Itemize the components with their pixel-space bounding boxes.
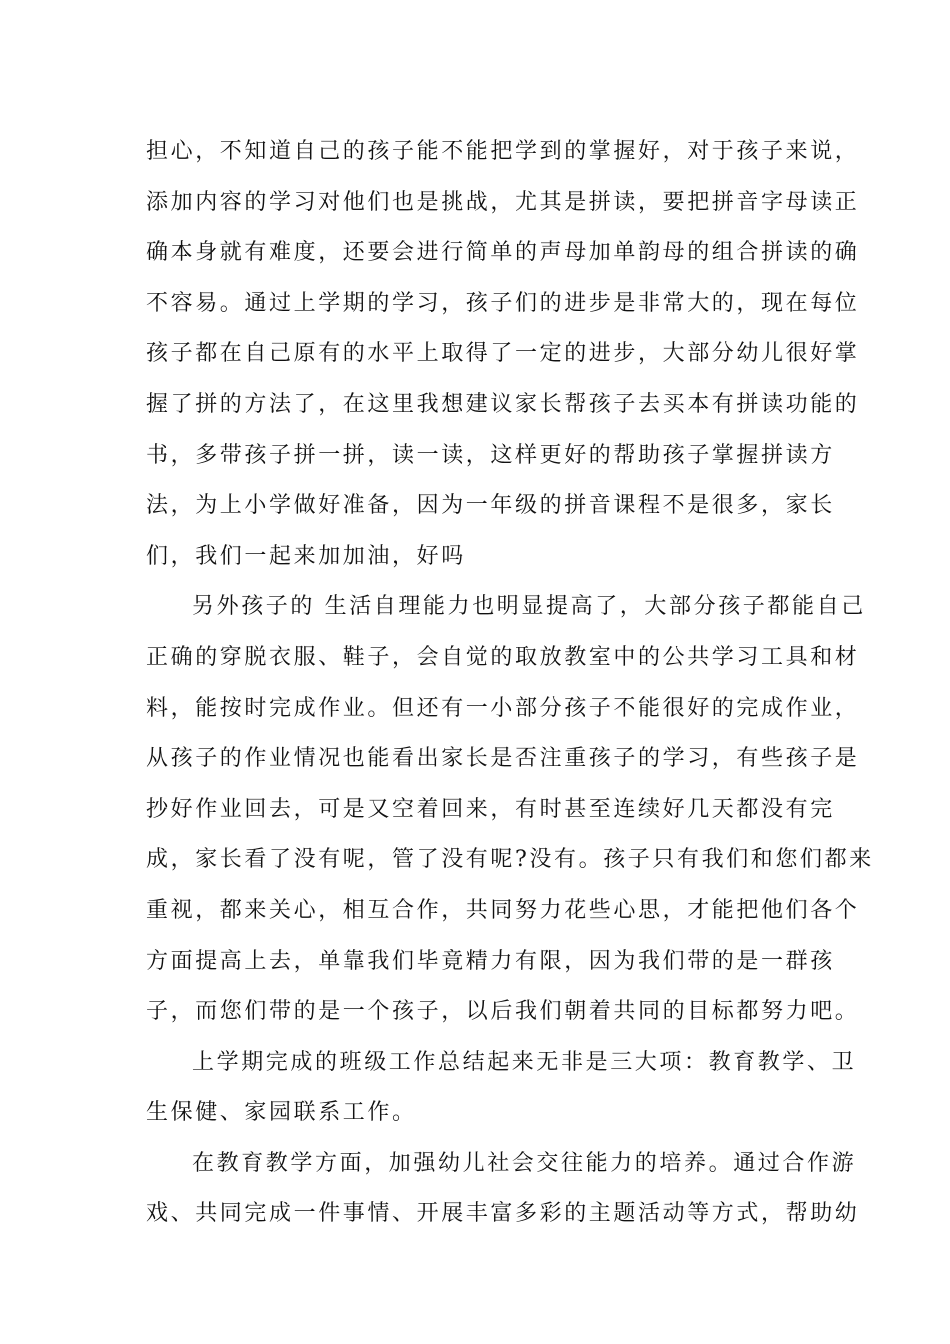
text-line: 重视，都来关心，相互合作，共同努力花些心思，才能把他们各个 (146, 897, 860, 923)
text-line: 料，能按时完成作业。但还有一小部分孩子不能很好的完成作业， (146, 695, 860, 721)
paragraph-self-care (146, 582, 874, 1037)
document-body (146, 127, 874, 1240)
text-line: 正确的穿脱衣服、鞋子，会自觉的取放教室中的公共学习工具和材 (146, 644, 860, 670)
text-line: 法，为上小学做好准备，因为一年级的拼音课程不是很多，家长 (146, 493, 835, 519)
text-line: 抄好作业回去，可是又空着回来，有时甚至连续好几天都没有完 (146, 796, 835, 822)
text-line: 们，我们一起来加加油，好吗 (146, 543, 466, 569)
text-line: 子，而您们带的是一个孩子，以后我们朝着共同的目标都努力吧。 (146, 999, 860, 1025)
text-line: 孩子都在自己原有的水平上取得了一定的进步，大部分幼儿很好掌 (146, 341, 860, 367)
paragraph-phonics-reading (146, 127, 860, 582)
text-line: 握了拼的方法了，在这里我想建议家长帮孩子去买本有拼读功能的 (146, 391, 860, 417)
text-line: 上学期完成的班级工作总结起来无非是三大项：教育教学、卫 (192, 1049, 857, 1075)
text-line: 另外孩子的 生活自理能力也明显提高了，大部分孩子都能自己 (192, 594, 866, 620)
text-line: 戏、共同完成一件事情、开展丰富多彩的主题活动等方式，帮助幼 (146, 1201, 860, 1227)
text-line: 生保健、家园联系工作。 (146, 1100, 417, 1126)
text-line: 在教育教学方面，加强幼儿社会交往能力的培养。通过合作游 (192, 1150, 857, 1176)
paragraph-class-work-summary (146, 1038, 857, 1139)
text-line: 确本身就有难度，还要会进行简单的声母加单韵母的组合拼读的确 (146, 240, 860, 266)
text-line: 方面提高上去，单靠我们毕竟精力有限，因为我们带的是一群孩 (146, 948, 835, 974)
paragraph-education-teaching (146, 1139, 860, 1240)
text-line: 添加内容的学习对他们也是挑战，尤其是拼读，要把拼音字母读正 (146, 189, 860, 215)
text-line: 不容易。通过上学期的学习，孩子们的进步是非常大的，现在每位 (146, 290, 860, 316)
text-line: 担心，不知道自己的孩子能不能把学到的掌握好，对于孩子来说， (146, 139, 860, 164)
text-line: 从孩子的作业情况也能看出家长是否注重孩子的学习，有些孩子是 (146, 746, 860, 772)
text-line: 成，家长看了没有呢，管了没有呢?没有。孩子只有我们和您们都来 (146, 847, 874, 873)
text-line: 书，多带孩子拼一拼，读一读，这样更好的帮助孩子掌握拼读方 (146, 442, 835, 468)
